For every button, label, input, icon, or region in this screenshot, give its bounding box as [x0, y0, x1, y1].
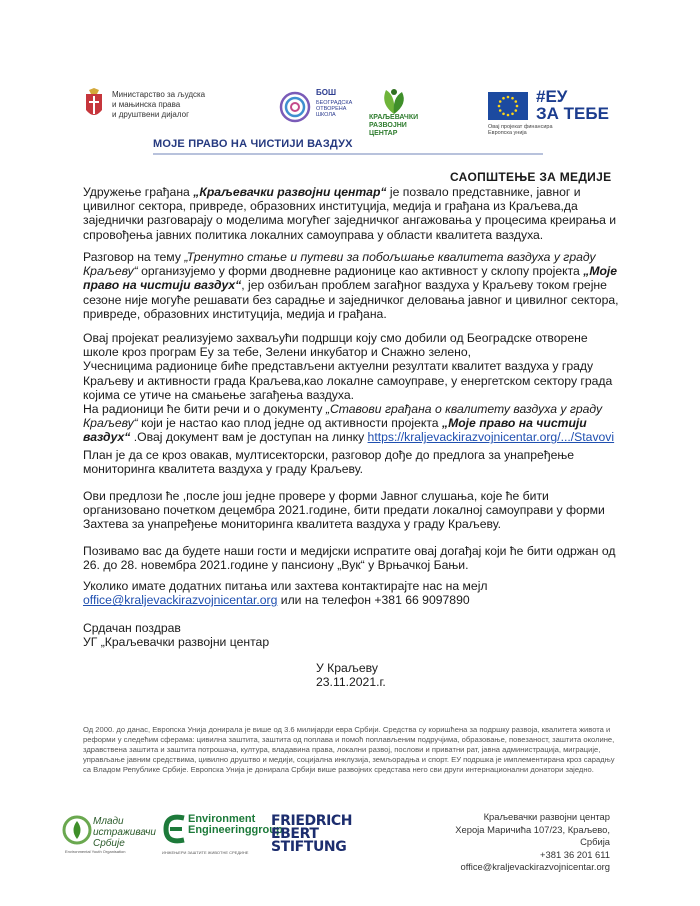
krc-leaf-logo-icon [372, 86, 416, 116]
bosh-name: БОШ [316, 88, 337, 97]
paragraph-5: Ови предлози ће ,после још једне провере у форми Јавног слушања, које ће бити организовано почетком децембра 2021.године, бити предати локалној самоуправи у форми Захтева за унапређење мониторинга квалитета ваздуха у граду Краљеву. [83, 489, 605, 532]
p1-org-name: „Краљевачки развојни центар“ [193, 185, 387, 199]
mi-line-1: Млади [93, 816, 124, 827]
eu-slogan-line-1: #ЕУ [536, 87, 568, 106]
date: 23.11.2021.г. [316, 675, 386, 690]
mladi-istrazivaci-logo-icon [60, 813, 94, 847]
p1-text-c: је позвало представнике, јавног и цивилног сектора, привреде, образовних институција, медија и грађана из Краљева,да заједнички разговарају о моделима могућег заједничког ангажовања у процесима креирања и спровођења јавних политика локалних самоуправа у области квалитета ваздуха. [83, 185, 617, 242]
p3-text-g: .Овај документ вам је доступан на линку [130, 430, 368, 445]
p2-topic: „Тренутно стање и путеви за побољшање квалитета ваздуха у граду Краљеву“ [83, 250, 596, 279]
paragraph-3 [83, 331, 623, 445]
org-email[interactable]: office@kraljevackirazvojnicentar.org [460, 861, 610, 872]
project-banner: МОЈЕ ПРАВО НА ЧИСТИЈИ ВАЗДУХ [153, 138, 353, 150]
eu-funding-note: Овај пројекат финансира Европска унија [488, 124, 553, 136]
p7-text-a: Уколико имате додатних питања или захтева контактирајте нас на мејл [83, 579, 488, 593]
org-name: Краљевачки развојни центар [483, 811, 610, 822]
p2-text-c: организујемо у форми дводневне радионице као активност у склопу пројекта [137, 264, 584, 279]
fes-line-2: EBERT [271, 826, 319, 842]
closing-signature: УГ „Краљевачки развојни центар [83, 635, 270, 650]
mi-line-2: истраживачи [93, 827, 156, 838]
p3-line-b: Учесницима радионице биће представљени актуелни резултати квалитет ваздуха у граду Краљеву и активности града Краљева,као локалне самоуправе, у енергетском сектору града којима се утиче на смањење загађења ваздуха. [83, 359, 613, 402]
p3-project-name: „Моје право на чистији ваздух“ [83, 416, 587, 445]
environment-engineering-group-logo-icon [160, 812, 188, 846]
contact-email-link[interactable]: office@kraljevackirazvojnicentar.org [83, 593, 278, 608]
eu-slogan [536, 88, 609, 122]
krc-name: КРАЉЕВАЧКИ [369, 114, 419, 121]
mi-subtitle: Environmental Youth Organisation [65, 849, 126, 854]
eeg-line-2: Engineeringgroup [188, 824, 283, 836]
krc-subtitle: РАЗВОЈНИ ЦЕНТАР [369, 122, 407, 137]
bosh-subtitle: БЕОГРАДСКА ОТВОРЕНА ШКОЛА [316, 100, 353, 118]
closing [83, 621, 623, 649]
organization-address-block [455, 811, 610, 874]
p3-document-name: „Ставови грађана о квалитету ваздуха у граду Краљеву“ [83, 402, 603, 431]
banner-divider [153, 153, 543, 155]
eu-stars-icon [488, 92, 528, 120]
serbian-coat-of-arms-icon [83, 88, 105, 122]
krc-logo-text [369, 114, 429, 138]
eeg-logo-text [188, 813, 283, 836]
p2-text-e: , јер озбиљан проблем загађног ваздуха у Краљеву током грејне сезоне није могуће решавати без сарадње и заједничког деловања јавног и цивилног сектора, привреде, образовних институција, медија и грађана. [83, 278, 619, 321]
ministry-line-1: Министарство за људска [112, 90, 206, 99]
mladi-istrazivaci-text [93, 816, 156, 849]
ministry-line-2: и мањинска права [112, 100, 181, 109]
p3-text-e: који је настао као плод једне од активности пројекта [137, 416, 442, 431]
place-date [316, 661, 436, 689]
mi-line-3: Србије [93, 838, 125, 849]
p3-text-c: На радионици ће бити речи и о документу [83, 402, 326, 417]
eu-slogan-line-2: ЗА ТЕБЕ [536, 104, 609, 123]
closing-greeting: Срдачан поздрав [83, 621, 181, 635]
org-address: Херојa Маричића 107/23, Краљево, Србија [455, 823, 610, 847]
p3-line-a: Овај пројекат реализујемо захваљући подршци коју смо добили од Београдске отворене школе кроз програм Еу за тебе, Зелени инкубатор и Снажно зелено, [83, 331, 588, 360]
eu-flag-icon [488, 92, 528, 120]
paragraph-1 [83, 185, 623, 242]
p7-phone-text: или на телефон +381 66 9097890 [277, 593, 470, 608]
paragraph-4: План је да се кроз овакав, мултисекторски, разговор дође до предлога за унапређење мониторинга квалитета ваздуха у граду Краљеву. [83, 448, 575, 477]
fes-line-3: STIFTUNG [271, 839, 347, 855]
fes-line-1: FRIEDRICH [271, 813, 353, 829]
ministry-line-3: и друштвени дијалог [112, 110, 190, 119]
p1-text-a: Удружење грађана [83, 185, 194, 199]
friedrich-ebert-stiftung-logo [271, 815, 352, 854]
eeg-subtitle: ИНЖЕЊЕРИ ЗАШТИТЕ ЖИВОТНЕ СРЕДИНЕ [162, 850, 249, 855]
ministry-logo-text [112, 90, 232, 120]
place: У Краљеву [316, 661, 378, 675]
document-title: САОПШТЕЊЕ ЗА МЕДИЈЕ [450, 170, 612, 184]
paragraph-2 [83, 250, 623, 321]
paragraph-6: Позивамо вас да будете наши гости и медијски испратите овај догађај који ће бити одржан од 26. до 28. новембра 2021.године у пансиону „Вук“ у Врњачкој Бањи. [83, 544, 616, 573]
eu-donation-note: Од 2000. до данас, Европска Унија донирала је више од 3.6 милијарди евра Србији. Средства су коришћена за подршку развоја, квалитета живота и реформи у следећим сферама: цивилна заштита, заштита од поплава и помоћ поплављеним подручјима, образовање, повезаност, заштита околине, здравствена заштита и заштита потрошача, култура, владавина права, локални развој, послови и приватни рат, јавна администрација, миграције, управљање јавним средствима, цивилно друштво и медији, социјална инклузија, земљорадња и спорт. ЕУ подршка је имплементирана кроз сарадњу са Владом Републике Србије. Европска Унија је донирала Србији више развојних средстава него сви други интернационални донатори заједно. [83, 725, 615, 774]
p2-project-name: „Моје право на чистији ваздух“ [83, 264, 618, 293]
stavovi-link[interactable]: https://kraljevackirazvojnicentar.org/.../Stavovi [367, 430, 615, 445]
p2-text-a: Разговор на тему [83, 250, 185, 264]
org-phone: +381 36 201 611 [540, 848, 610, 860]
eeg-line-1: Environment [188, 813, 256, 825]
paragraph-7 [83, 579, 623, 607]
